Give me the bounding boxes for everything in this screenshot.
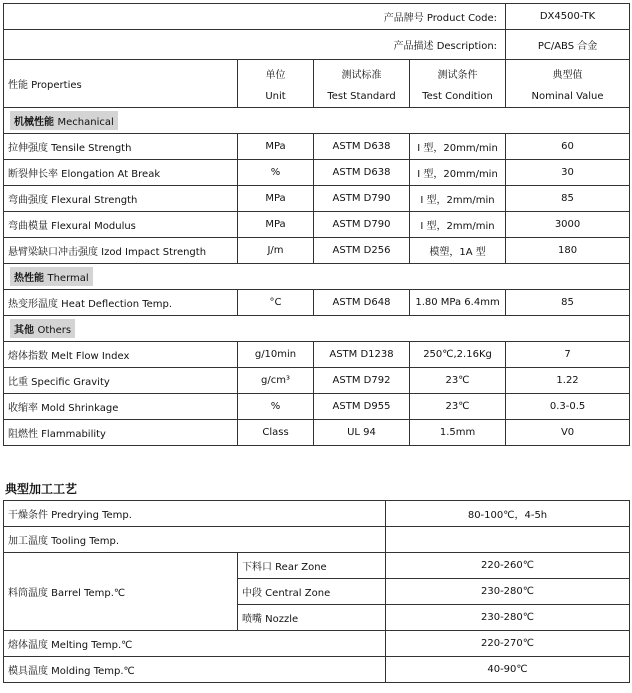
property-standard: ASTM D256 — [314, 238, 410, 264]
product-code-row — [4, 4, 630, 30]
property-value: V0 — [506, 420, 630, 446]
property-value: 60 — [506, 134, 630, 160]
col-standard-en: Test Standard — [327, 90, 396, 102]
property-unit: g/cm³ — [238, 368, 314, 394]
property-name: 弯曲强度 Flexural Strength — [4, 186, 238, 212]
column-header-row — [4, 60, 630, 108]
section-tag — [10, 267, 93, 286]
col-value — [506, 60, 630, 108]
property-standard: UL 94 — [314, 420, 410, 446]
melting-value: 220-270℃ — [386, 631, 630, 657]
property-standard: ASTM D955 — [314, 394, 410, 420]
property-name: 比重 Specific Gravity — [4, 368, 238, 394]
property-name: 悬臂梁缺口冲击强度 Izod Impact Strength — [4, 238, 238, 264]
processing-title: 典型加工工艺 — [5, 482, 78, 496]
property-condition: 1.80 MPa 6.4mm — [410, 290, 506, 316]
property-name: 拉伸强度 Tensile Strength — [4, 134, 238, 160]
property-condition: 1.5mm — [410, 420, 506, 446]
section-title-en: Mechanical — [57, 117, 114, 128]
molding-row — [4, 657, 630, 683]
property-unit: MPa — [238, 134, 314, 160]
table-row — [4, 394, 630, 420]
table-row — [4, 420, 630, 446]
table-row — [4, 160, 630, 186]
col-unit-cn: 单位 — [265, 69, 286, 81]
property-standard: ASTM D648 — [314, 290, 410, 316]
tooling-value — [386, 527, 630, 553]
property-unit: Class — [238, 420, 314, 446]
product-code-label: 产品牌号 Product Code: — [4, 4, 506, 30]
property-name: 热变形温度 Heat Deflection Temp. — [4, 290, 238, 316]
property-standard: ASTM D638 — [314, 134, 410, 160]
table-row — [4, 186, 630, 212]
col-standard — [314, 60, 410, 108]
col-unit — [238, 60, 314, 108]
property-value: 30 — [506, 160, 630, 186]
section-thermal — [4, 264, 630, 290]
predry-value: 80-100℃，4-5h — [386, 501, 630, 527]
property-condition: 23℃ — [410, 368, 506, 394]
section-tag — [10, 111, 118, 130]
property-standard: ASTM D1238 — [314, 342, 410, 368]
barrel-zone-row — [4, 553, 630, 579]
section-mechanical — [4, 108, 630, 134]
property-unit: g/10min — [238, 342, 314, 368]
description-value: PC/ABS 合金 — [506, 30, 630, 60]
section-title-en: Thermal — [47, 273, 89, 284]
property-condition: 模塑，1A 型 — [410, 238, 506, 264]
section-title-cn: 热性能 — [14, 273, 44, 284]
zone-label: 下料口 Rear Zone — [238, 553, 386, 579]
melting-row — [4, 631, 630, 657]
melting-label: 熔体温度 Melting Temp.℃ — [4, 631, 386, 657]
property-value: 7 — [506, 342, 630, 368]
property-value: 85 — [506, 290, 630, 316]
property-standard: ASTM D792 — [314, 368, 410, 394]
property-value: 180 — [506, 238, 630, 264]
description-label: 产品描述 Description: — [4, 30, 506, 60]
zone-value: 220-260℃ — [386, 553, 630, 579]
property-condition: I 型，20mm/min — [410, 160, 506, 186]
property-name: 熔体指数 Melt Flow Index — [4, 342, 238, 368]
description-row — [4, 30, 630, 60]
col-value-cn: 典型值 — [552, 69, 583, 81]
property-condition: I 型，2mm/min — [410, 186, 506, 212]
table-row — [4, 212, 630, 238]
property-unit: % — [238, 160, 314, 186]
product-code-value: DX4500-TK — [506, 4, 630, 30]
predry-label: 干燥条件 Predrying Temp. — [4, 501, 386, 527]
property-name: 断裂伸长率 Elongation At Break — [4, 160, 238, 186]
table-row — [4, 342, 630, 368]
col-standard-cn: 测试标准 — [341, 69, 382, 81]
property-unit: MPa — [238, 212, 314, 238]
property-standard: ASTM D790 — [314, 186, 410, 212]
molding-label: 模具温度 Molding Temp.℃ — [4, 657, 386, 683]
section-tag — [10, 319, 75, 338]
property-value: 1.22 — [506, 368, 630, 394]
property-unit: J/m — [238, 238, 314, 264]
property-name: 收缩率 Mold Shrinkage — [4, 394, 238, 420]
section-title-cn: 其他 — [14, 325, 34, 336]
property-value: 0.3-0.5 — [506, 394, 630, 420]
processing-table — [3, 500, 630, 683]
property-name: 阻燃性 Flammability — [4, 420, 238, 446]
property-name: 弯曲模量 Flexural Modulus — [4, 212, 238, 238]
property-standard: ASTM D638 — [314, 160, 410, 186]
property-unit: °C — [238, 290, 314, 316]
zone-value: 230-280℃ — [386, 605, 630, 631]
property-condition: I 型，2mm/min — [410, 212, 506, 238]
property-value: 85 — [506, 186, 630, 212]
table-row — [4, 238, 630, 264]
col-condition-cn: 测试条件 — [437, 69, 478, 81]
table-row — [4, 368, 630, 394]
barrel-label: 料筒温度 Barrel Temp.℃ — [4, 553, 238, 631]
table-row — [4, 134, 630, 160]
property-unit: % — [238, 394, 314, 420]
col-unit-en: Unit — [265, 90, 286, 102]
property-value: 3000 — [506, 212, 630, 238]
zone-label: 喷嘴 Nozzle — [238, 605, 386, 631]
property-condition: 250℃,2.16Kg — [410, 342, 506, 368]
molding-value: 40-90℃ — [386, 657, 630, 683]
predry-row — [4, 501, 630, 527]
property-standard: ASTM D790 — [314, 212, 410, 238]
zone-value: 230-280℃ — [386, 579, 630, 605]
property-unit: MPa — [238, 186, 314, 212]
section-others — [4, 316, 630, 342]
section-title-en: Others — [37, 325, 72, 336]
tooling-label: 加工温度 Tooling Temp. — [4, 527, 386, 553]
table-row — [4, 290, 630, 316]
tooling-row — [4, 527, 630, 553]
col-properties: 性能 Properties — [4, 60, 238, 108]
col-condition — [410, 60, 506, 108]
section-title-cn: 机械性能 — [14, 117, 54, 128]
property-condition: 23℃ — [410, 394, 506, 420]
property-condition: I 型，20mm/min — [410, 134, 506, 160]
properties-table — [3, 3, 630, 446]
zone-label: 中段 Central Zone — [238, 579, 386, 605]
col-value-en: Nominal Value — [531, 90, 604, 102]
col-condition-en: Test Condition — [422, 90, 493, 102]
